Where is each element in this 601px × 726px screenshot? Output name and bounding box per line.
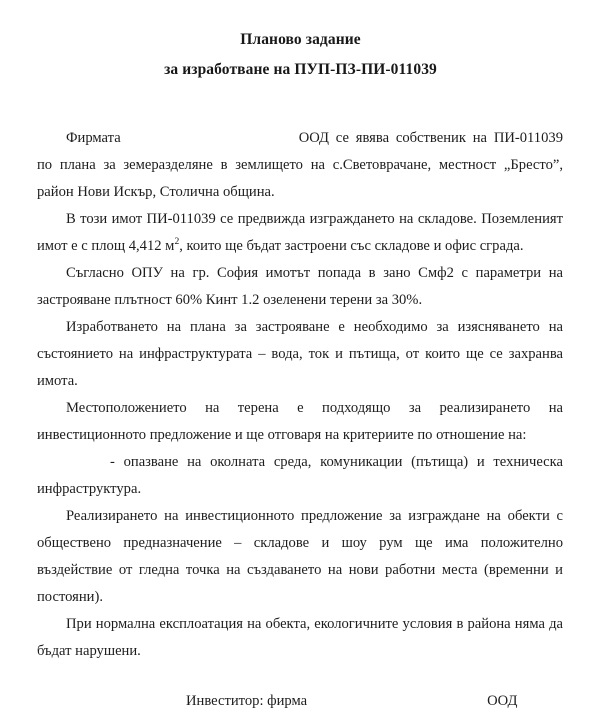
paragraph-location: Местоположението на терена е подходящо за реализирането на инвестиционното предложение и ще отговаря на критериите по отношение на: bbox=[37, 400, 563, 443]
paragraph-impact: Реализирането на инвестиционното предложение за изграждане на обекти с обществено предназначение – складове и шоу рум ще има положително въздействие от гледна точка на създаването на нови работни места (временни и постояни). bbox=[37, 508, 563, 605]
paragraph-ownership bbox=[37, 125, 563, 206]
investor-entity: ООД bbox=[487, 693, 518, 709]
paragraph-criteria-item: - опазване на околната среда, комуникации (пътища) и техническа инфраструктура. bbox=[37, 454, 563, 497]
investor-label: Инвеститор: фирма bbox=[186, 693, 308, 709]
document-title-line-2: за изработване на ПУП-ПЗ-ПИ-011039 bbox=[164, 61, 437, 78]
document-footer bbox=[37, 690, 563, 712]
document-title-block bbox=[0, 27, 601, 83]
paragraph-ecology: При нормална експлоатация на обекта, екологичните условия в района няма да бъдат нарушени. bbox=[37, 616, 563, 659]
document-title-line-1: Планово задание bbox=[240, 31, 361, 48]
document-body bbox=[37, 125, 563, 665]
document-page bbox=[0, 27, 601, 726]
square-meter-superscript: 2 bbox=[174, 236, 180, 248]
paragraph-warehouses bbox=[37, 206, 563, 260]
paragraph-warehouses-text-after: , които ще бъдат застроени със складове и офис сграда. bbox=[179, 238, 524, 254]
paragraph-plan-necessity: Изработването на плана за застрояване е необходимо за изясняването на състоянието на инфраструктурата – вода, ток и пътища, от които ще се захранва имота. bbox=[37, 319, 563, 389]
paragraph-warehouses-text-before: В този имот ПИ-011039 се предвижда изграждането на складове. Поземленият имот е с площ 4,412 м bbox=[37, 211, 563, 254]
paragraph-zoning: Съгласно ОПУ на гр. София имотът попада в зано Смф2 с параметри на застрояване плътност 60% Кинт 1.2 озеленени терени за 30%. bbox=[37, 265, 563, 308]
paragraph-ownership-lead: Фирмата bbox=[66, 130, 121, 146]
paragraph-ownership-text: ООД се явява собственик на ПИ-011039 по плана за земеразделяне в землището на с.Световрачане, местност „Бресто”, район Нови Искър, Столична община. bbox=[37, 130, 563, 200]
